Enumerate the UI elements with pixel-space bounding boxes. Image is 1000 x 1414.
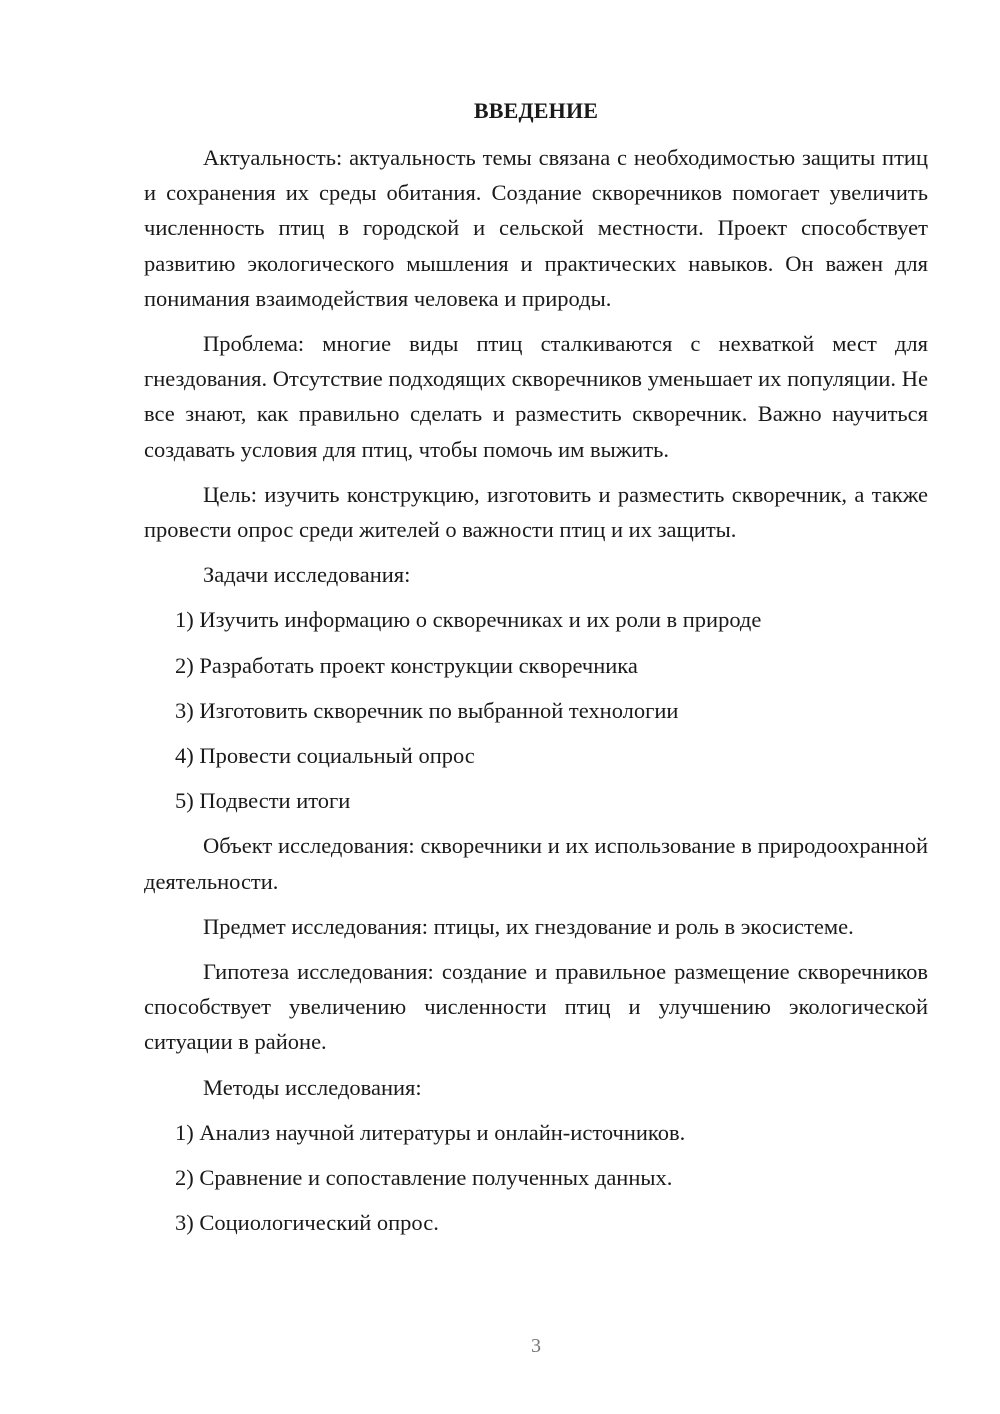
tasks-heading: Задачи исследования: — [203, 562, 411, 588]
body-text — [144, 140, 928, 1250]
methods-heading: Методы исследования: — [203, 1074, 422, 1100]
list-item: 3) Изготовить скворечник по выбранной технологии — [175, 697, 679, 723]
list-item: 5) Подвести итоги — [175, 788, 351, 814]
page-number: 3 — [531, 1335, 541, 1357]
list-item: 2) Сравнение и сопоставление полученных данных. — [175, 1165, 673, 1191]
problem-paragraph: Проблема: многие виды птиц сталкиваются с нехваткой мест для гнездования. Отсутствие подходящих скворечников уменьшает их популяции. Не все знают, как правильно сделать и разместить скворечник. Важно научиться создавать условия для птиц, чтобы помочь им выжить. — [144, 331, 928, 462]
relevance-paragraph: Актуальность: актуальность темы связана с необходимостью защиты птиц и сохранения их среды обитания. Создание скворечников помогает увеличить численность птиц в городской и сельской местности. Проект способствует развитию экологического мышления и практических навыков. Он важен для понимания взаимодействия человека и природы. — [144, 145, 928, 311]
methods-list — [144, 1115, 928, 1241]
hypothesis-paragraph: Гипотеза исследования: создание и правильное размещение скворечников способствует увеличению численности птиц и улучшению экологической ситуации в районе. — [144, 959, 928, 1055]
list-item: 4) Провести социальный опрос — [175, 743, 475, 769]
list-item: 1) Изучить информацию о скворечниках и их роли в природе — [175, 607, 762, 633]
goal-paragraph: Цель: изучить конструкцию, изготовить и разместить скворечник, а также провести опрос среди жителей о важности птиц и их защиты. — [144, 481, 928, 543]
subject-paragraph: Предмет исследования: птицы, их гнездование и роль в экосистеме. — [203, 913, 854, 939]
list-item: 3) Социологический опрос. — [175, 1210, 439, 1236]
list-item: 2) Разработать проект конструкции скворечника — [175, 652, 638, 678]
tasks-list — [144, 602, 928, 818]
list-item: 1) Анализ научной литературы и онлайн-источников. — [175, 1119, 686, 1145]
object-paragraph: Объект исследования: скворечники и их использование в природоохранной деятельности. — [144, 833, 928, 894]
section-heading: ВВЕДЕНИЕ — [473, 98, 599, 123]
